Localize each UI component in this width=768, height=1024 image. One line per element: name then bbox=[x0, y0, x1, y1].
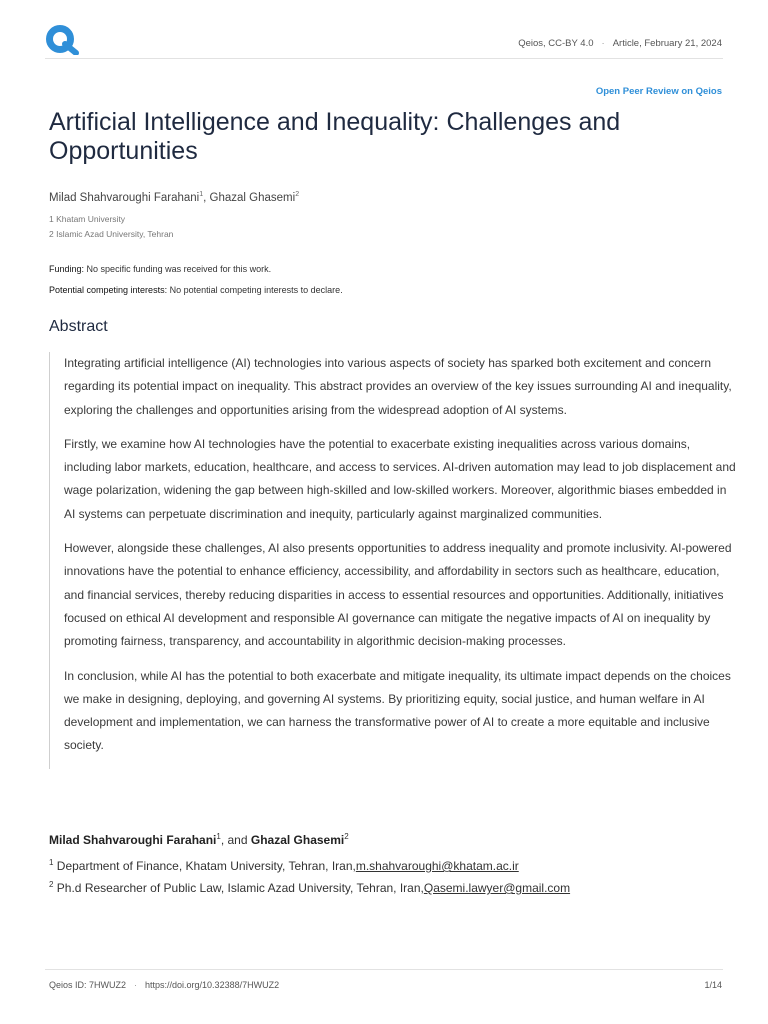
funding-text: No specific funding was received for this work. bbox=[86, 264, 272, 274]
competing-interests-statement bbox=[49, 285, 343, 295]
header-meta bbox=[518, 38, 722, 49]
footer-separator: · bbox=[134, 980, 138, 990]
license-text: Qeios, CC-BY 4.0 bbox=[518, 38, 594, 49]
qeios-id: Qeios ID: 7HWUZ2 bbox=[49, 980, 127, 990]
abstract-paragraph: Firstly, we examine how AI technologies have the potential to exacerbate existing inequalities across various domains, including labor markets, education, healthcare, and access to services. AI-driven automation may lead to job displacement and wage polarization, widening the gap between high-skilled and low-skilled workers. Moreover, algorithmic biases embedded in AI systems can perpetuate discrimination and inequity, particularly against marginalized communities. bbox=[64, 436, 736, 521]
author-joiner: , bbox=[203, 191, 210, 204]
competing-label: Potential competing interests: bbox=[49, 285, 168, 295]
address-sup: 2 bbox=[49, 880, 54, 889]
footer-left bbox=[49, 980, 279, 990]
email-link[interactable]: m.shahvaroughi@khatam.ac.ir bbox=[355, 859, 519, 873]
funding-label: Funding: bbox=[49, 264, 85, 274]
paper-title: Artificial Intelligence and Inequality: Challenges and Opportunities bbox=[49, 108, 621, 165]
author-sup: 2 bbox=[295, 191, 300, 198]
funding-statement bbox=[49, 264, 271, 274]
footer-divider bbox=[45, 969, 723, 970]
article-date: Article, February 21, 2024 bbox=[612, 38, 722, 49]
author-name: Ghazal Ghasemi bbox=[250, 833, 345, 847]
competing-text: No potential competing interests to declare. bbox=[169, 285, 343, 295]
author-sup: 2 bbox=[344, 832, 349, 841]
affiliation-1: 1 Khatam University bbox=[49, 214, 126, 224]
header-separator: · bbox=[601, 38, 605, 49]
author-address-2 bbox=[49, 880, 570, 895]
abstract-heading: Abstract bbox=[49, 318, 108, 335]
qeios-logo-icon[interactable] bbox=[45, 25, 79, 55]
abstract-paragraph: Integrating artificial intelligence (AI) technologies into various aspects of society has sparked both excitement and concern regarding its potential impact on inequality. This abstract provides an overview of the key issues surrounding AI and inequality, exploring the challenges and opportunities arising from the widespread adoption of AI systems. bbox=[64, 356, 732, 417]
address-text: Department of Finance, Khatam University, Tehran, Iran, bbox=[56, 859, 356, 873]
abstract-paragraph: In conclusion, while AI has the potential to both exacerbate and mitigate inequality, its ultimate impact depends on the choices we make in designing, deploying, and governing AI systems. By prioritizing equity, social justice, and human welfare in AI development and implementation, we can harness the transformative power of AI to create a more equitable and inclusive society. bbox=[64, 668, 731, 753]
author-name: Milad Shahvaroughi Farahani bbox=[49, 833, 217, 847]
abstract-body bbox=[49, 352, 736, 769]
author-joiner: , and bbox=[220, 833, 251, 847]
author-address-1 bbox=[49, 858, 519, 873]
author-name[interactable]: Ghazal Ghasemi bbox=[209, 191, 296, 204]
author-list bbox=[49, 191, 299, 204]
abstract-paragraph: However, alongside these challenges, AI also presents opportunities to address inequality and promote inclusivity. AI-powered innovations have the potential to enhance efficiency, accessibility, and affordability in sectors such as healthcare, education, and financial services, thereby reducing disparities in access to essential resources and opportunities. Additionally, initiatives focused on ethical AI development and responsible AI governance can mitigate the negative impacts of AI on inequality by promoting fairness, transparency, and accountability in algorithmic decision-making processes. bbox=[64, 541, 732, 649]
author-block bbox=[49, 832, 349, 847]
affiliation-2: 2 Islamic Azad University, Tehran bbox=[49, 229, 174, 239]
open-peer-review-link[interactable]: Open Peer Review on Qeios bbox=[595, 86, 722, 97]
header-divider bbox=[45, 58, 723, 59]
author-name[interactable]: Milad Shahvaroughi Farahani bbox=[49, 191, 200, 204]
doi-link[interactable]: https://doi.org/10.32388/7HWUZ2 bbox=[145, 980, 280, 990]
author-sup: 1 bbox=[199, 191, 204, 198]
email-link[interactable]: Qasemi.lawyer@gmail.com bbox=[423, 881, 571, 895]
author-sup: 1 bbox=[216, 832, 221, 841]
page-number: 1/14 bbox=[704, 980, 722, 990]
address-sup: 1 bbox=[49, 858, 54, 867]
address-text: Ph.d Researcher of Public Law, Islamic Azad University, Tehran, Iran, bbox=[56, 881, 424, 895]
